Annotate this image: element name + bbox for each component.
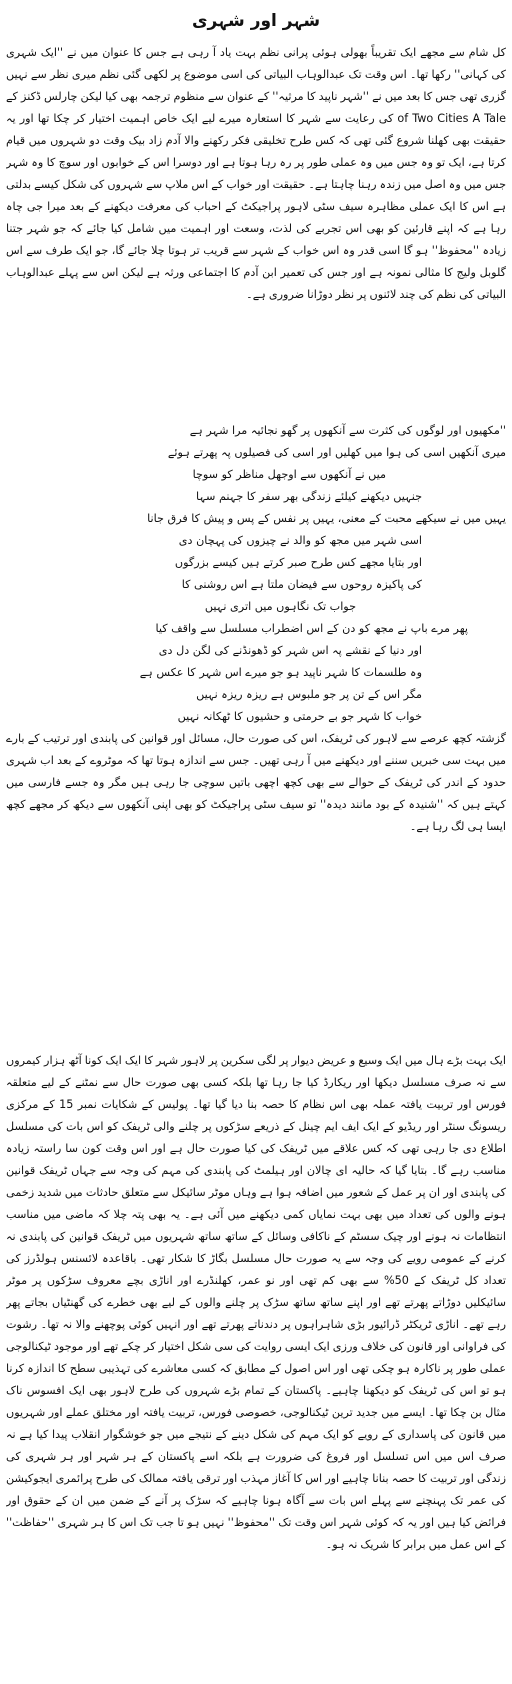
poem-line: جواب تک نگاہوں میں اتری نہیں: [204, 600, 356, 613]
poem-line: اسی شہر میں مجھ کو والد نے چیزوں کی پہچان دی: [178, 534, 422, 547]
poem-line: ''مکھیوں اور لوگوں کی کثرت سے آنکھوں پر گھو نجائیہ مرا شہر ہے: [189, 424, 506, 437]
poem-excerpt: [6, 420, 506, 728]
poem-line: کی پاکیزہ روحوں سے فیضان ملتا ہے اس روشنی کا: [181, 578, 422, 591]
poem-line: پھر مرے باپ نے مجھ کو دن کے اس اضطراب مسلسل سے واقف کیا: [155, 622, 468, 635]
poem-line: اور بتایا مجھے کس طرح صبر کرتے ہیں کیسے بزرگوں: [174, 556, 422, 569]
paragraph-safe-city: ایک بہت بڑے ہال میں ایک وسیع و عریض دیوار پر لگی سکرین پر لاہور شہر کا ایک ایک کونا آٹھ ہزار کیمروں سے نہ صرف مسلسل دیکھا اور ریکارڈ کیا جا رہا تھا بلکہ کسی بھی صورت حال سے نمٹنے کے لیے متعلقہ فورس اور تربیت یافتہ عملہ بھی اس نظام کا حصہ بنا دیا گیا تھا۔ پولیس کے شکایات نمبر 15 کے مرکزی ریسونگ سنٹر اور ریڈیو کے ایک ایف ایم چینل کے ذریعے سڑکوں پر چلنے والی ٹریفک کو اس بات کی مسلسل اطلاع دی جا رہی تھی کہ کس علاقے میں ٹریفک کی کیا صورت حال ہے اور اس وقت کون سا راستہ زیادہ مناسب رہے گا۔ بتایا گیا کہ حالیہ ای چالان اور ہیلمٹ کی پابندی کی مہم کی وجہ سے جہاں ٹریفک قوانین کی پابندی اور ان پر عمل کے شعور میں اضافہ ہوا ہے وہاں موٹر سائیکل سے متعلق حادثات میں شدید زخمی ہونے والوں کی تعداد میں بھی بہت نمایاں کمی دیکھنے میں آئی ہے۔ یہ بھی پتہ چلا کہ ماضی میں مناسب انتظامات نہ ہونے اور چیک سسٹم کے ناکافی وسائل کے ساتھ ساتھ شہریوں میں ٹریفک قوانین کی پابندی نہ کرنے کے عمومی رویے کی وجہ سے یہ صورت حال مسلسل بگاڑ کا شکار تھی۔ باقاعدہ لائسنس ہولڈرز کی تعداد کل ٹریفک کے 50% سے بھی کم تھی اور نو عمر، کھلنڈرے اور اناڑی بچے معروف سڑکوں پر موٹر سائیکلیں دوڑاتے پھرتے تھے اور اپنے ساتھ ساتھ سڑک پر چلنے والوں کے لیے بھی خطرے کی گھنٹیاں بجاتے پھر رہے تھے۔ اناڑی ٹریکٹر ڈرائیور بڑی شاہراہوں پر دندناتے پھرتے تھے اور انہیں کوئی پوچھنے والا نہ تھا۔ رشوت کی فراوانی اور قانون کی خلاف ورزی ایک ایسی روایت کی سی شکل اختیار کر چکے تھے اور موجود ٹیکنالوجی عملی طور پر ناکارہ ہو چکی تھی اور اس اصول کے مطابق کہ کسی معاشرے کی تہذیبی سطح کا اندازہ کرنا ہو تو اس کی ٹریفک کو دیکھنا چاہیے۔ پاکستان کے تمام بڑے شہروں کی طرح لاہور بھی ایک افسوس ناک مثال بن چکا تھا۔ ایسے میں جدید ترین ٹیکنالوجی، خصوصی فورس، تربیت یافتہ اور مختلق عملے اور شہریوں میں قانون کی پاسداری کے رویے کو ایک مہم کی شکل دینے کے نتیجے میں جو خوشگوار انقلاب پیدا کیا ہے نہ صرف اس میں اس تسلسل اور فروغ کی ضرورت ہے بلکہ اسے پاکستان کے ہر شہر اور ہر شہری کی زندگی اور تربیت کا حصہ بنانا چاہیے اور اس کا آغاز مہذب اور ترقی یافتہ ممالک کی طرح پرائمری ایجوکیشن کی عمر تک پہنچنے سے پہلے اس بات سے آگاہ ہونا چاہیے کہ سڑک پر آنے کے ضمن میں ان کے حقوق اور فرائض کیا ہیں اور یہ کہ کوئی شہر اس وقت تک ''محفوظ'' نہیں ہو تا جب تک اس کا ہر شہری ''حفاظت'' کے اس عمل میں برابر کا شریک نہ ہو۔: [6, 1054, 506, 1551]
poem-line: وہ طلسمات کا شہر ناپید ہو جو میرے اس شہر کا عکس ہے: [139, 666, 422, 679]
paragraph-traffic-news: گزشتہ کچھ عرصے سے لاہور کی ٹریفک، اس کی صورت حال، مسائل اور قوانین کی پابندی اور ترتیب کے بارے میں بہت سی خبریں سننے اور دیکھنے میں آ رہی تھیں۔ جس سے اندازہ ہوتا تھا کہ موٹروے کے بعد اب شہری حدود کے اندر کی ٹریفک کے حوالے سے بھی کچھ اچھی باتیں سوچی جا رہی ہیں مگر وہ جسے فارسی میں کہتے ہیں کہ ''شنیدہ کے بود مانند دیدہ'' تو سیف سٹی پراجیکٹ کو بھی اپنی آنکھوں سے دیکھ کر مجھے کچھ ایسا ہی لگ رہا ہے۔: [6, 732, 506, 833]
poem-line: یہیں میں نے سیکھے محبت کے معنی، یہیں پر نفس کے پس و پیش کا فرق جانا: [147, 512, 506, 525]
paragraph-intro: کل شام سے مجھے ایک تقریباً بھولی ہوئی پرانی نظم بہت یاد آ رہی ہے جس کا عنوان میں نے ''ایک شہری کی کہانی'' رکھا تھا۔ اس وقت تک عبدالوہاب البیاتی کی اسی موضوع پر لکھی گئی نظم میری نظر سے نہیں گزری تھی جس کا بعد میں نے ''شہر ناپید کا مرثیہ'' کے عنوان سے منظوم ترجمہ بھی کیا لیکن چارلس ڈکنز کے of Two Cities A Tale کی رعایت سے شہر کا استعارہ میرے لیے ایک خاص اہمیت اختیار کر چکا تھا اور یہ حقیقت بھی کھلنا شروع گئی تھی کہ کس طرح تخلیقی فکر رکھنے والا آدم زاد بیک وقت دو شہروں میں قیام کرتا ہے، ایک تو وہ جس میں وہ عملی طور پر رہ رہا ہوتا ہے اور دوسرا اس کے خوابوں اور سوچ کا وہ شہر جس میں وہ اصل میں زندہ رہنا چاہتا ہے۔ حقیقت اور خواب کے اس ملاپ سے شہروں کی شکل کیسے بدلتی ہے اس کا ایک عملی مظاہرہ سیف سٹی لاہور پراجیکٹ کے احباب کی معرفت دیکھنے کے بعد میرا جی چاہ رہا ہے کہ اپنے قارئین کو بھی اس تجربے کی لذت، وسعت اور اہمیت میں شامل کیا جائے کہ جو شہر جتنا زیادہ ''محفوظ'' ہو گا اسی قدر وہ اس خواب کے شہر سے قریب تر ہوتا چلا جائے گا، جو ایک طرف سے اس گلوبل ولیج کا مثالی نمونہ ہے اور جس کی تعمیر ابن آدم کا اجتماعی ورثہ ہے لیکن اس سے پہلے عبدالوہاب البیاتی کی نظم کی چند لائنوں پر نظر دوڑانا ضروری ہے۔: [6, 46, 506, 301]
column-headline: شہر اور شہری: [191, 11, 321, 31]
poem-line: میں نے آنکھوں سے اوجھل مناظر کو سوچا: [192, 468, 386, 481]
poem-line: اور دنیا کے نقشے پہ اس شہر کو ڈھونڈنے کی لگن دل دی: [158, 644, 422, 657]
poem-line: مگر اس کے تن پر جو ملبوس ہے ریزہ ریزہ نہیں: [196, 688, 422, 701]
poem-line: میری آنکھیں اسی کی ہوا میں کھلیں اور اسی کی فصیلوں پہ پھرتے ہوئے: [167, 446, 506, 459]
poem-line: جنہیں دیکھنے کیلئے زندگی بھر سفر کا جہنم سہا: [196, 490, 422, 503]
poem-line: خواب کا شہر جو بے حرمتی و حشیوں کا ٹھکانہ نہیں: [177, 710, 422, 723]
